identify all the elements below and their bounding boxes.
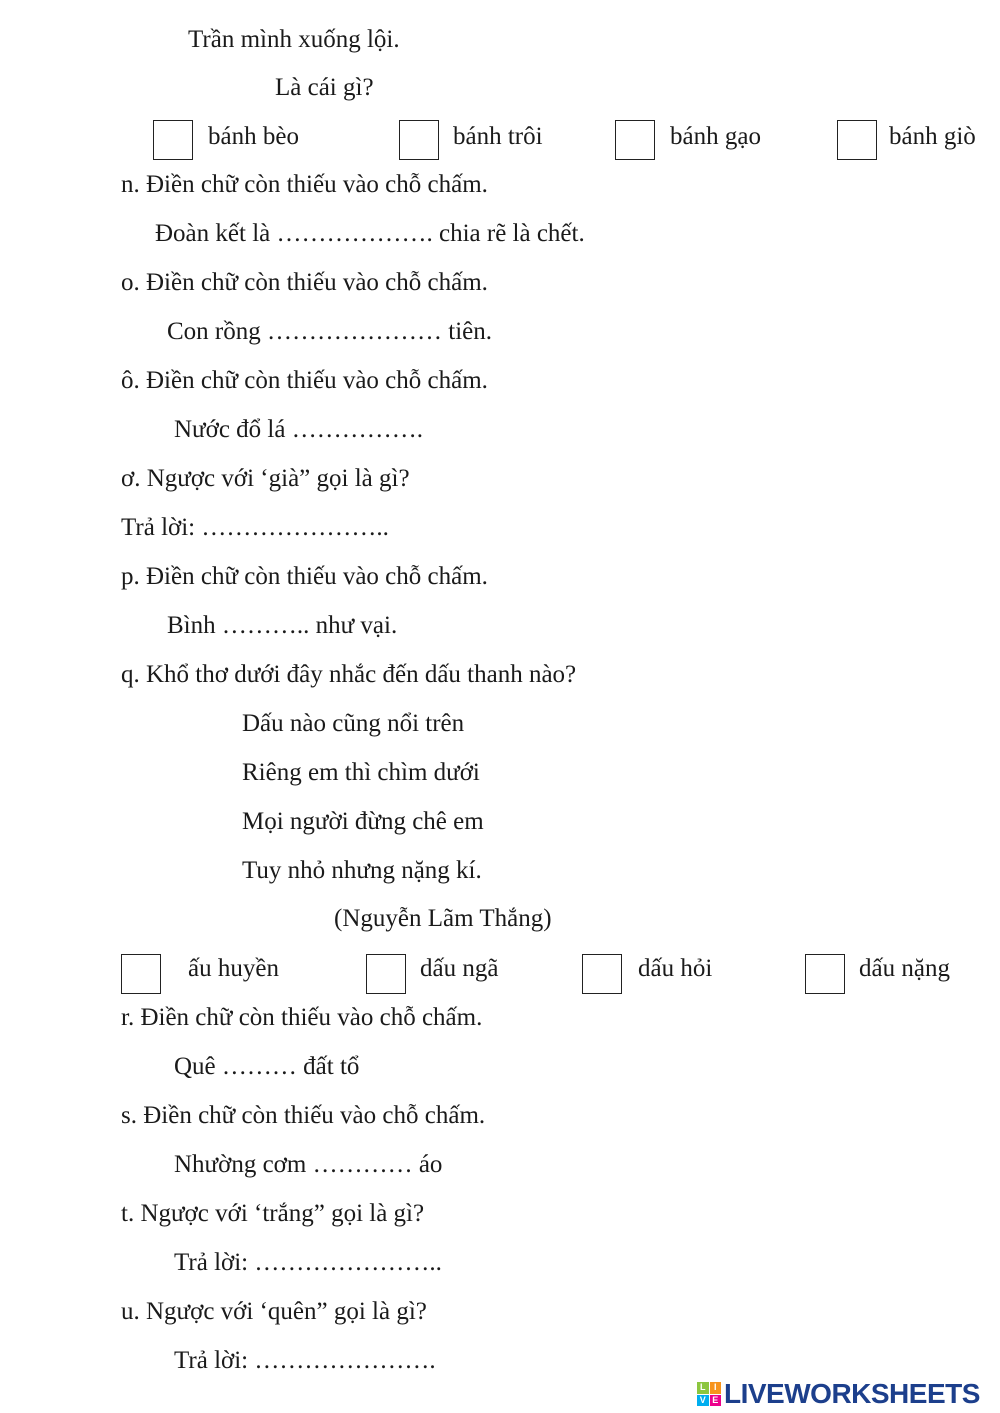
option-label: bánh trôi — [453, 123, 543, 150]
question-p: p. Điền chữ còn thiếu vào chỗ chấm. — [121, 563, 488, 590]
fill-in-r[interactable]: Quê ……… đất tổ — [174, 1053, 360, 1080]
logo-text: LIVEWORKSHEETS — [724, 1378, 980, 1409]
liveworksheets-mark-icon — [697, 1382, 721, 1406]
liveworksheets-logo — [697, 1378, 980, 1410]
poem-author: (Nguyễn Lãm Thắng) — [334, 905, 552, 932]
logo-mark-letter: V — [697, 1395, 709, 1407]
poem-line: Tuy nhỏ nhưng nặng kí. — [242, 857, 482, 884]
question-t: t. Ngược với ‘trắng” gọi là gì? — [121, 1200, 425, 1227]
checkbox-dau-nga[interactable] — [366, 954, 406, 994]
option-label: bánh giò — [889, 123, 976, 150]
poem-line: Dấu nào cũng nổi trên — [242, 710, 465, 737]
answer-o-horn[interactable]: Trả lời: ………………….. — [121, 514, 389, 541]
logo-mark-letter: E — [710, 1395, 722, 1407]
fill-in-o[interactable]: Con rồng ………………… tiên. — [167, 318, 492, 345]
checkbox-dau-huyen[interactable] — [121, 954, 161, 994]
checkbox-dau-nang[interactable] — [805, 954, 845, 994]
fill-in-p[interactable]: Bình ……….. như vại. — [167, 612, 398, 639]
question-n: n. Điền chữ còn thiếu vào chỗ chấm. — [121, 171, 488, 198]
fill-in-n[interactable]: Đoàn kết là ………………. chia rẽ là chết. — [155, 220, 585, 247]
poem-line: Mọi người đừng chê em — [242, 808, 484, 835]
question-s: s. Điền chữ còn thiếu vào chỗ chấm. — [121, 1102, 486, 1129]
option-label: dấu nặng — [859, 955, 950, 982]
question-o: o. Điền chữ còn thiếu vào chỗ chấm. — [121, 269, 488, 296]
fill-in-s[interactable]: Nhường cơm ………… áo — [174, 1151, 443, 1178]
question-u: u. Ngược với ‘quên” gọi là gì? — [121, 1298, 427, 1325]
checkbox-banh-troi[interactable] — [399, 120, 439, 160]
option-label: dấu ngã — [420, 955, 499, 982]
riddle-question: Là cái gì? — [275, 74, 374, 101]
question-q: q. Khổ thơ dưới đây nhắc đến dấu thanh nào? — [121, 661, 577, 688]
question-r: r. Điền chữ còn thiếu vào chỗ chấm. — [121, 1004, 483, 1031]
fill-in-o-circumflex[interactable]: Nước đổ lá ……………. — [174, 416, 423, 443]
logo-mark-letter: I — [710, 1382, 722, 1394]
option-label: bánh bèo — [208, 123, 299, 150]
answer-u[interactable]: Trả lời: …………………. — [174, 1347, 436, 1374]
option-label: dấu hỏi — [638, 955, 713, 982]
riddle-line-1: Trần mình xuống lội. — [188, 26, 400, 53]
question-o-circumflex: ô. Điền chữ còn thiếu vào chỗ chấm. — [121, 367, 488, 394]
question-o-horn: ơ. Ngược với ‘già” gọi là gì? — [121, 465, 410, 492]
option-label: ấu huyền — [188, 955, 279, 982]
answer-t[interactable]: Trả lời: ………………….. — [174, 1249, 442, 1276]
option-label: bánh gạo — [670, 123, 761, 150]
checkbox-banh-beo[interactable] — [153, 120, 193, 160]
checkbox-dau-hoi[interactable] — [582, 954, 622, 994]
checkbox-banh-gio[interactable] — [837, 120, 877, 160]
checkbox-banh-gao[interactable] — [615, 120, 655, 160]
logo-mark-letter: L — [697, 1382, 709, 1394]
poem-line: Riêng em thì chìm dưới — [242, 759, 480, 786]
